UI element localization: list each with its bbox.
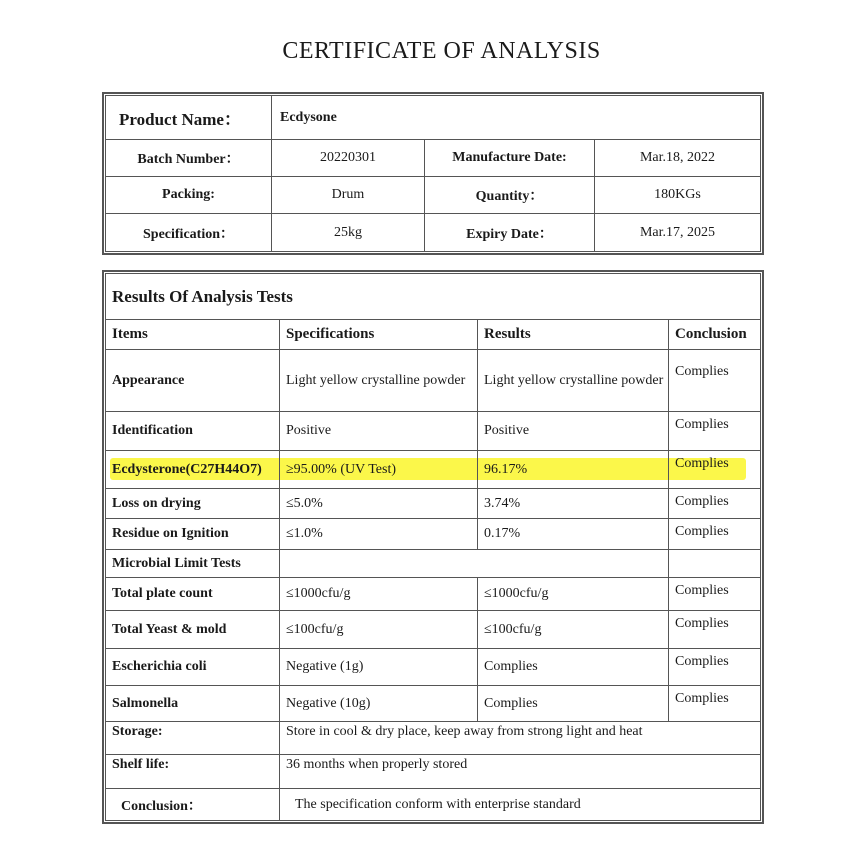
conclusion-cell: Complies xyxy=(669,686,761,722)
conclusion-cell: Complies xyxy=(669,451,761,489)
item-cell: Total Yeast & mold xyxy=(106,611,280,649)
result-cell: Complies xyxy=(478,649,669,686)
item-cell: Identification xyxy=(106,412,280,451)
result-cell: 3.74% xyxy=(478,489,669,519)
storage-row xyxy=(106,722,761,755)
result-cell: Complies xyxy=(478,686,669,722)
conclusion-cell: Complies xyxy=(669,578,761,611)
item-cell: Appearance xyxy=(106,350,280,412)
batch-row xyxy=(106,140,761,177)
manufacture-date-value: Mar.18, 2022 xyxy=(595,140,761,177)
results-title-row xyxy=(106,274,761,320)
batch-number-label: Batch Number： xyxy=(106,140,272,177)
item-cell: Salmonella xyxy=(106,686,280,722)
storage-label: Storage: xyxy=(106,722,280,755)
microbial-empty-conclusion xyxy=(669,550,761,578)
spec-cell: ≥95.00% (UV Test) xyxy=(280,451,478,489)
item-cell: Escherichia coli xyxy=(106,649,280,686)
spec-cell: Light yellow crystalline powder xyxy=(280,350,478,412)
packing-value: Drum xyxy=(272,177,425,214)
table-row xyxy=(106,578,761,611)
conclusion-cell: Complies xyxy=(669,350,761,412)
conclusion-cell: Complies xyxy=(669,489,761,519)
shelf-life-row xyxy=(106,755,761,789)
quantity-label: Quantity： xyxy=(425,177,595,214)
product-name-label: Product Name： xyxy=(106,96,272,140)
product-info-table xyxy=(105,95,761,252)
result-cell: Positive xyxy=(478,412,669,451)
table-row xyxy=(106,350,761,412)
result-cell: ≤100cfu/g xyxy=(478,611,669,649)
table-row xyxy=(106,519,761,550)
conclusion-cell: Complies xyxy=(669,412,761,451)
table-row xyxy=(106,412,761,451)
spec-cell: ≤1000cfu/g xyxy=(280,578,478,611)
product-name-row xyxy=(106,96,761,140)
result-cell: Light yellow crystalline powder xyxy=(478,350,669,412)
conclusion-label: Conclusion： xyxy=(106,789,280,821)
col-results: Results xyxy=(478,320,669,350)
table-row xyxy=(106,451,761,489)
quantity-value: 180KGs xyxy=(595,177,761,214)
conclusion-row xyxy=(106,789,761,821)
batch-number-value: 20220301 xyxy=(272,140,425,177)
item-cell: Loss on drying xyxy=(106,489,280,519)
storage-value: Store in cool & dry place, keep away from strong light and heat xyxy=(280,722,761,755)
results-header-row xyxy=(106,320,761,350)
expiry-date-label: Expiry Date： xyxy=(425,214,595,252)
shelf-life-label: Shelf life: xyxy=(106,755,280,789)
spec-cell: ≤100cfu/g xyxy=(280,611,478,649)
spec-cell: Negative (10g) xyxy=(280,686,478,722)
item-cell: Total plate count xyxy=(106,578,280,611)
table-row xyxy=(106,686,761,722)
results-table xyxy=(105,273,761,821)
packing-label: Packing: xyxy=(106,177,272,214)
specification-value: 25kg xyxy=(272,214,425,252)
col-items: Items xyxy=(106,320,280,350)
table-row xyxy=(106,489,761,519)
product-name-value: Ecdysone xyxy=(272,96,761,140)
result-cell: 96.17% xyxy=(478,451,669,489)
shelf-life-value: 36 months when properly stored xyxy=(280,755,761,789)
col-specifications: Specifications xyxy=(280,320,478,350)
col-conclusion: Conclusion xyxy=(669,320,761,350)
document-title: CERTIFICATE OF ANALYSIS xyxy=(282,38,601,64)
microbial-limit-label: Microbial Limit Tests xyxy=(106,550,280,578)
spec-cell: Positive xyxy=(280,412,478,451)
spec-cell: ≤1.0% xyxy=(280,519,478,550)
conclusion-cell: Complies xyxy=(669,649,761,686)
result-cell: ≤1000cfu/g xyxy=(478,578,669,611)
packing-row xyxy=(106,177,761,214)
result-cell: 0.17% xyxy=(478,519,669,550)
table-row xyxy=(106,611,761,649)
conclusion-cell: Complies xyxy=(669,611,761,649)
specification-label: Specification： xyxy=(106,214,272,252)
specification-row xyxy=(106,214,761,252)
table-row xyxy=(106,649,761,686)
microbial-header-row xyxy=(106,550,761,578)
spec-cell: Negative (1g) xyxy=(280,649,478,686)
conclusion-cell: Complies xyxy=(669,519,761,550)
spec-cell: ≤5.0% xyxy=(280,489,478,519)
microbial-empty-cell xyxy=(280,550,669,578)
conclusion-value: The specification conform with enterprise standard xyxy=(280,789,761,821)
item-cell: Ecdysterone(C27H44O7) xyxy=(106,451,280,489)
expiry-date-value: Mar.17, 2025 xyxy=(595,214,761,252)
item-cell: Residue on Ignition xyxy=(106,519,280,550)
manufacture-date-label: Manufacture Date: xyxy=(425,140,595,177)
results-title: Results Of Analysis Tests xyxy=(106,274,761,320)
